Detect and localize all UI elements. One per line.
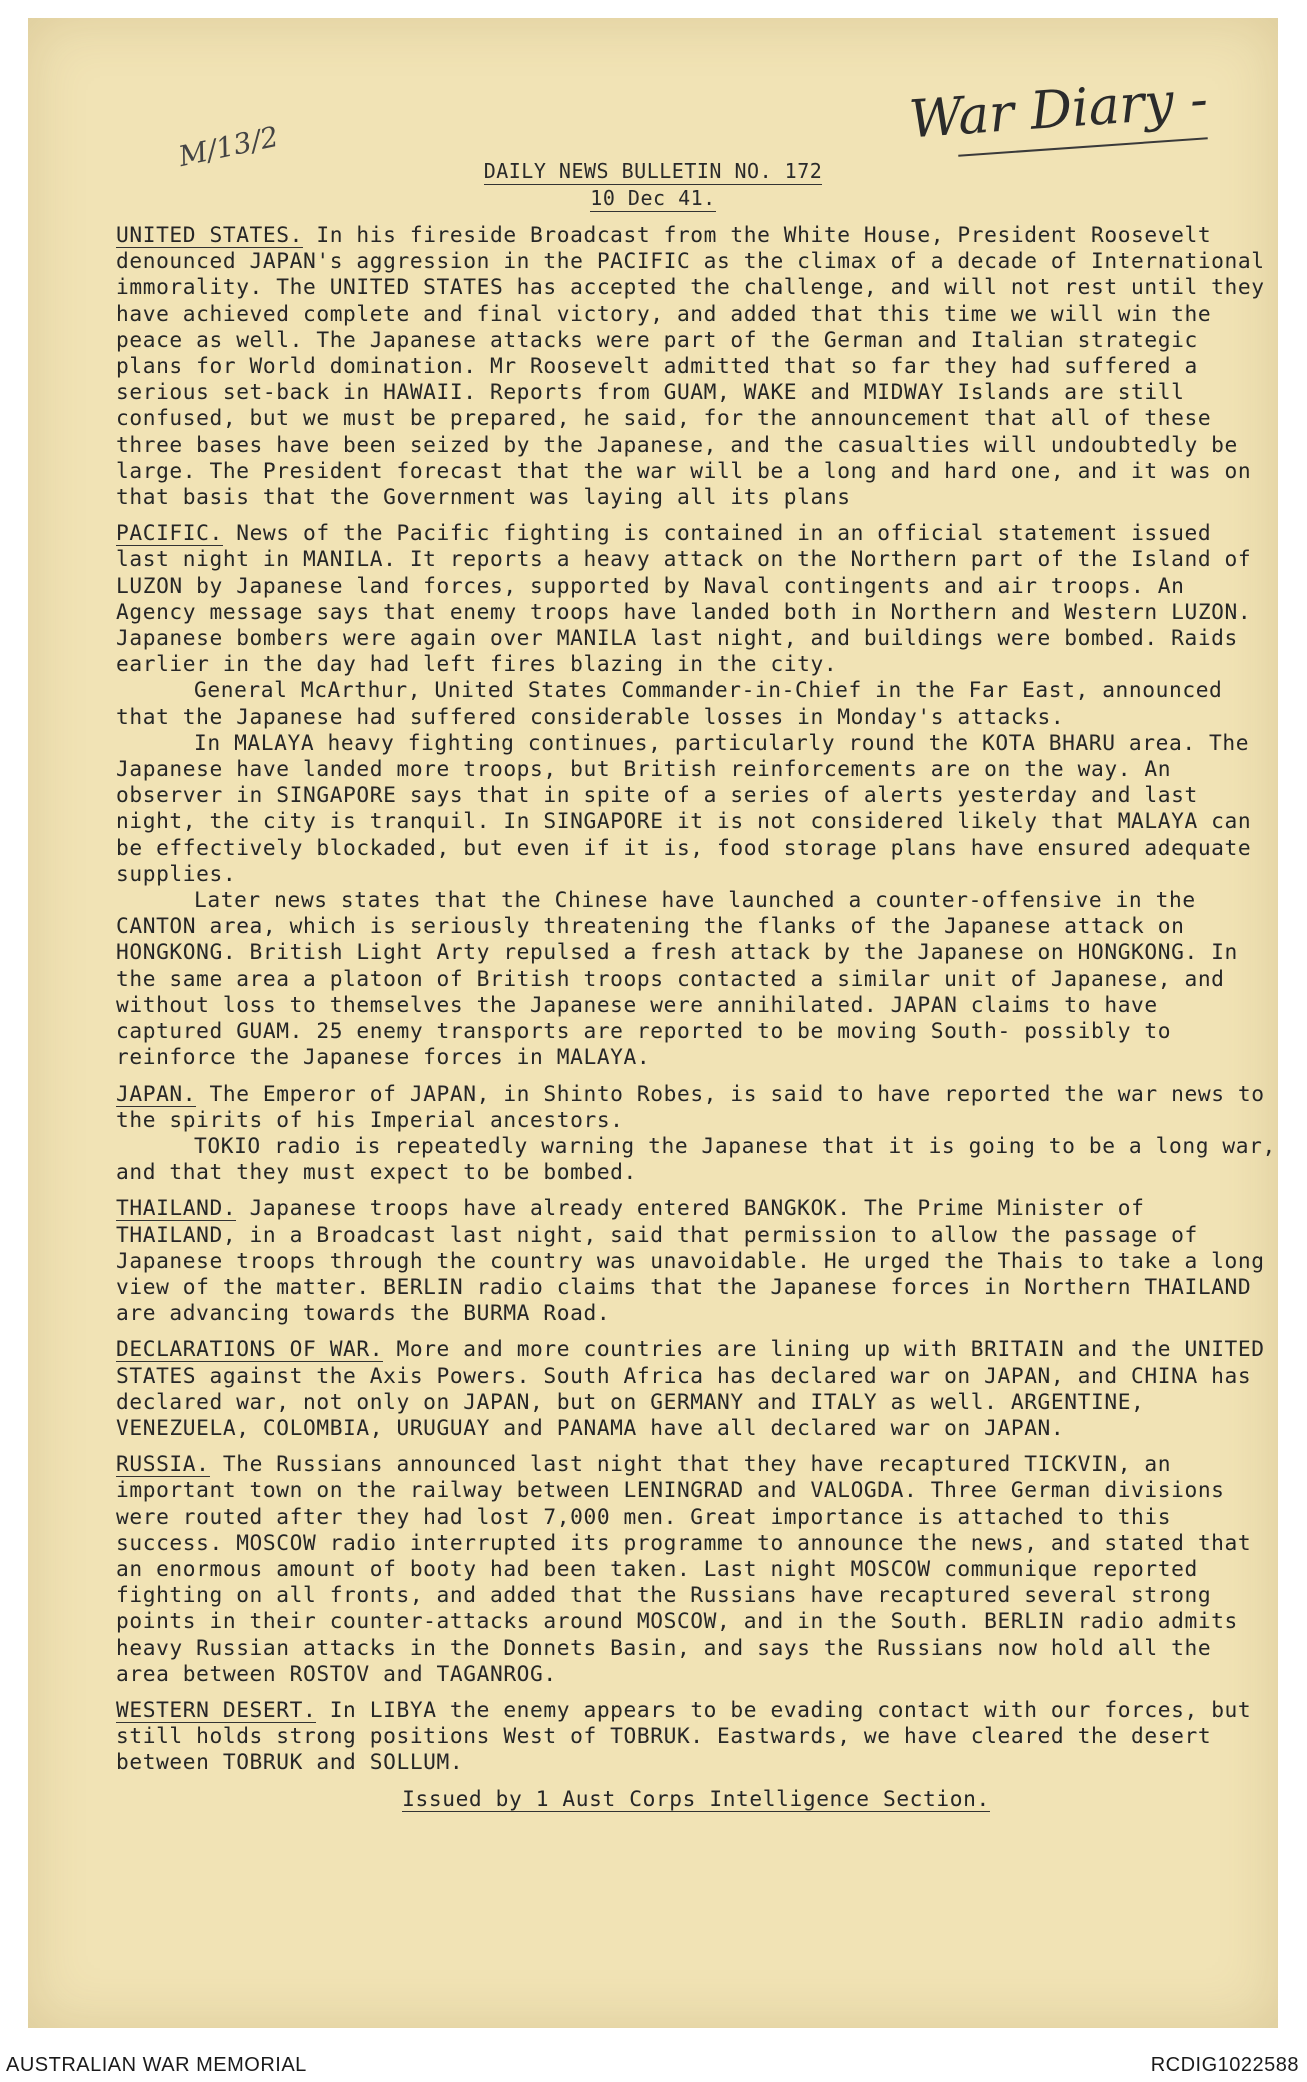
- bulletin-title: DAILY NEWS BULLETIN NO. 172: [483, 159, 823, 183]
- archive-id: RCDIG1022588: [1150, 2054, 1299, 2076]
- section-heading: JAPAN.: [116, 1080, 197, 1106]
- section-russia: [116, 1451, 1276, 1687]
- section-paragraph: In MALAYA heavy fighting continues, particularly round the KOTA BHARU area. The Japanese have landed more troops, but British reinforcements are on the way. An observer in SINGAPORE says that in spite of a series of alerts yesterday and last night, the city is tranquil. In SINGAPORE it is not considered likely that MALAYA can be effectively blockaded, but even if it is, food storage plans have ensured adequate supplies.: [116, 729, 1252, 886]
- section-heading: THAILAND.: [116, 1195, 237, 1221]
- section-heading: RUSSIA.: [116, 1451, 210, 1477]
- section-heading: UNITED STATES.: [116, 222, 303, 247]
- issued-by-text: Issued by 1 Aust Corps Intelligence Section.: [402, 1785, 990, 1811]
- section-united-states: [116, 222, 1276, 510]
- section-paragraph: In his fireside Broadcast from the White House, President Roosevelt denounced JAPAN's aggression in the PACIFIC as the climax of a decade of International immorality. The UNITED STATES has accepted the challenge, and will not rest until they have achieved complete and final victory, and added that this time we will win the peace as well. The Japanese attacks were part of the German and Italian strategic plans for World domination. Mr Roosevelt admitted that so far they had suffered a serious set-back in HAWAII. Reports from GUAM, WAKE and MIDWAY Islands are still confused, but we must be prepared, he said, for the announcement that all of these three bases have been seized by the Japanese, and the casualties will undoubtedly be large. The President forecast that the war will be a long and hard one, and it was on that basis that the Government was laying all its plans: [116, 222, 1265, 510]
- section-pacific: [116, 520, 1276, 1070]
- section-paragraph: TOKIO radio is repeatedly warning the Japanese that it is going to be a long war, and that they must expect to be bombed.: [116, 1132, 1276, 1185]
- document-page: [28, 18, 1278, 2028]
- section-paragraph: More and more countries are lining up with BRITAIN and the UNITED STATES against the Axis Powers. South Africa has declared war on JAPAN, and CHINA has declared war, not only on JAPAN, but on GERMANY and ITALY as well. ARGENTINE, VENEZUELA, COLOMBIA, URUGUAY and PANAMA have all declared war on JAPAN.: [116, 1336, 1265, 1440]
- section-paragraph: The Russians announced last night that they have recaptured TICKVIN, an important town on the railway between LENINGRAD and VALOGDA. Three German divisions were routed after they had lost 7,000 men. Great importance is attached to this success. MOSCOW radio interrupted its programme to announce the news, and stated that an enormous amount of booty had been taken. Last night MOSCOW communique reported fighting on all fronts, and added that the Russians have recaptured several strong points in their counter-attacks around MOSCOW, and in the South. BERLIN radio admits heavy Russian attacks in the Donnets Basin, and says the Russians now hold all the area between ROSTOV and TAGANROG.: [116, 1451, 1252, 1686]
- section-heading: WESTERN DESERT.: [116, 1696, 317, 1722]
- section-declarations-of-war: [116, 1336, 1276, 1441]
- section-paragraph: Japanese troops have already entered BANGKOK. The Prime Minister of THAILAND, in a Broadcast last night, said that permission to allow the passage of Japanese troops through the country was unavoidable. He urged the Thais to take a long view of the matter. BERLIN radio claims that the Japanese forces in Northern THAILAND are advancing towards the BURMA Road.: [116, 1195, 1265, 1326]
- section-paragraph: The Emperor of JAPAN, in Shinto Robes, is said to have reported the war news to the spirits of his Imperial ancestors.: [116, 1080, 1265, 1132]
- section-heading: PACIFIC.: [116, 520, 223, 546]
- section-heading: DECLARATIONS OF WAR.: [116, 1336, 384, 1362]
- section-paragraph: Later news states that the Chinese have launched a counter-offensive in the CANTON area, which is seriously threatening the flanks of the Japanese attack on HONGKONG. British Light Arty repulsed a fresh attack by the Japanese on HONGKONG. In the same area a platoon of British troops contacted a similar unit of Japanese, and without loss to themselves the Japanese were annihilated. JAPAN claims to have captured GUAM. 25 enemy transports are reported to be moving South- possibly to reinforce the Japanese forces in MALAYA.: [116, 887, 1238, 1070]
- pencil-annotation: M/13/2: [175, 119, 282, 174]
- bulletin-date: 10 Dec 41.: [590, 186, 716, 210]
- section-paragraph: General McArthur, United States Commander-in-Chief in the Far East, announced that the Japanese had suffered considerable losses in Monday's attacks.: [116, 677, 1223, 729]
- bulletin-masthead: [28, 158, 1278, 212]
- section-japan: [116, 1081, 1276, 1186]
- archive-name: AUSTRALIAN WAR MEMORIAL: [6, 2054, 307, 2076]
- section-paragraph: In LIBYA the enemy appears to be evading contact with our forces, but still holds strong positions West of TOBRUK. Eastwards, we have cleared the desert between TOBRUK and SOLLUM.: [116, 1696, 1252, 1775]
- issued-by-line: [116, 1786, 1276, 1812]
- archive-caption-strip: [0, 2050, 1307, 2082]
- handwritten-war-diary-heading: War Diary -: [907, 69, 1210, 151]
- bulletin-body: [116, 222, 1276, 1812]
- section-western-desert: [116, 1697, 1276, 1776]
- section-paragraph: News of the Pacific fighting is contained in an official statement issued last night in MANILA. It reports a heavy attack on the Northern part of the Island of LUZON by Japanese land forces, supported by Naval contingents and air troops. An Agency message says that enemy troops have landed both in Northern and Western LUZON. Japanese bombers were again over MANILA last night, and buildings were bombed. Raids earlier in the day had left fires blazing in the city.: [116, 520, 1252, 677]
- section-thailand: [116, 1195, 1276, 1326]
